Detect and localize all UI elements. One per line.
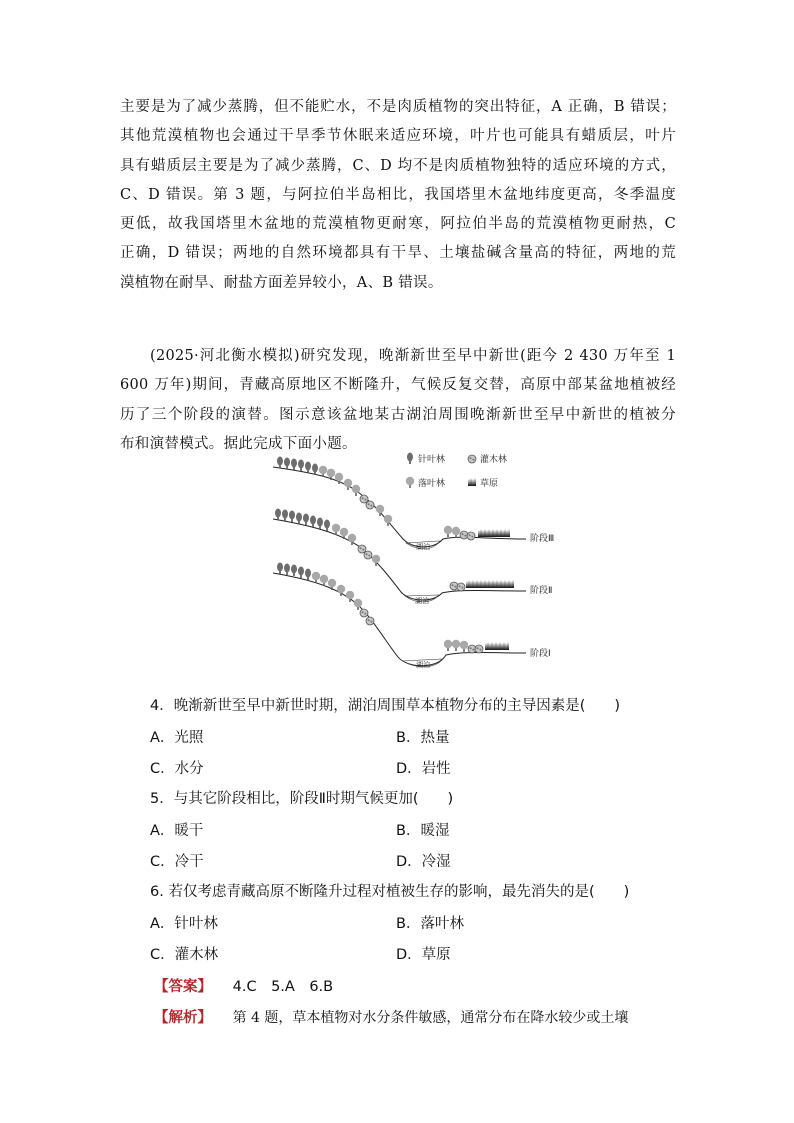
lake-label: 湖泊 (416, 661, 430, 669)
text-line: 正确，D 错误；两地的自然环境都具有干旱、土壤盐碱含量高的特征，两地的荒 (120, 245, 676, 262)
question-4-option-d[interactable]: D．岩性 (396, 761, 451, 777)
previous-explanation (120, 93, 676, 298)
question-5-option-b[interactable]: B．暖湿 (396, 823, 450, 839)
text-line: 漠植物在耐旱、耐盐方面差异较小，A、B 错误。 (120, 274, 443, 291)
answer-row (154, 975, 333, 996)
legend-grass-label: 草原 (480, 479, 499, 489)
text-line: 历了三个阶段的演替。图示意该盆地某古湖泊周围晚渐新世至早中新世的植被分 (120, 406, 676, 423)
lake-label: 湖泊 (416, 543, 430, 551)
stage-2-label: 阶段Ⅱ (530, 586, 553, 596)
question-5-option-d[interactable]: D．冷湿 (396, 854, 451, 870)
analysis-text: 第 4 题，草本植物对水分条件敏感，通常分布在降水较少或土壤 (232, 1010, 629, 1026)
legend-deciduous-label: 落叶林 (418, 479, 446, 489)
text-line: 具有蜡质层主要是为了减少蒸腾，C、D 均不是肉质植物独特的适应环境的方式， (120, 157, 676, 174)
question-4-option-a[interactable]: A．光照 (150, 730, 204, 746)
legend-conifer-label: 针叶林 (418, 455, 446, 465)
vegetation-succession-figure (268, 447, 555, 675)
text-line: C、D 错误。第 3 题，与阿拉伯半岛相比，我国塔里木盆地纬度更高，冬季温度 (120, 186, 676, 203)
stage-1-profile (273, 563, 551, 670)
deciduous-legend-icon (406, 477, 414, 488)
question-4-option-b[interactable]: B．热量 (396, 730, 450, 746)
question-6-stem: 6. 若仅考虑青藏高原不断隆升过程对植被生存的影响，最先消失的是( ) (150, 884, 630, 900)
analysis-tag: 【解析】 (154, 1010, 212, 1026)
text-line: 更低，故我国塔里木盆地的荒漠植物更耐寒，阿拉伯半岛的荒漠植物更耐热，C (120, 216, 676, 233)
question-6-option-d[interactable]: D．草原 (396, 947, 451, 963)
question-stem (120, 342, 676, 459)
analysis-row (154, 1006, 628, 1027)
question-4-option-c[interactable]: C．水分 (150, 761, 204, 777)
answer-text: 4.C 5.A 6.B (232, 979, 334, 995)
text-line: 主要是为了减少蒸腾，但不能贮水，不是肉质植物的突出特征，A 正确，B 错误； (120, 99, 676, 115)
text-line: 600 万年)期间，青藏高原地区不断隆升，气候反复交替，高原中部某盆地植被经 (120, 377, 676, 394)
text-line: 布和演替模式。据此完成下面小题。 (120, 435, 357, 452)
question-5-option-a[interactable]: A．暖干 (150, 823, 204, 839)
lake-label: 湖泊 (415, 597, 429, 605)
legend (406, 453, 507, 490)
legend-shrub-label: 灌木林 (480, 455, 508, 465)
text-line: 其他荒漠植物也会通过干旱季节休眠来适应环境，叶片也可能具有蜡质层，叶片 (120, 128, 676, 145)
stage-3-label: 阶段Ⅲ (530, 534, 555, 544)
stage-3-profile (273, 457, 554, 552)
answer-tag: 【答案】 (154, 979, 212, 995)
question-6-option-c[interactable]: C．灌木林 (150, 947, 219, 963)
question-6-option-b[interactable]: B．落叶林 (396, 916, 464, 932)
question-5-option-c[interactable]: C．冷干 (150, 854, 204, 870)
stage-2-profile (273, 509, 555, 606)
question-4-stem: 4．晚渐新世至早中新世时期，湖泊周围草本植物分布的主导因素是( ) (150, 698, 621, 714)
text-line: (2025·河北衡水模拟)研究发现，晚渐新世至早中新世(距今 2 430 万年至 1 (150, 348, 676, 364)
stage-1-label: 阶段Ⅰ (530, 649, 551, 659)
question-6-option-a[interactable]: A．针叶林 (150, 916, 218, 932)
grass-legend-icon (468, 478, 476, 486)
conifer-legend-icon (407, 453, 413, 465)
shrub-legend-icon (468, 455, 476, 463)
question-5-stem: 5．与其它阶段相比，阶段Ⅱ时期气候更加( ) (150, 791, 454, 807)
